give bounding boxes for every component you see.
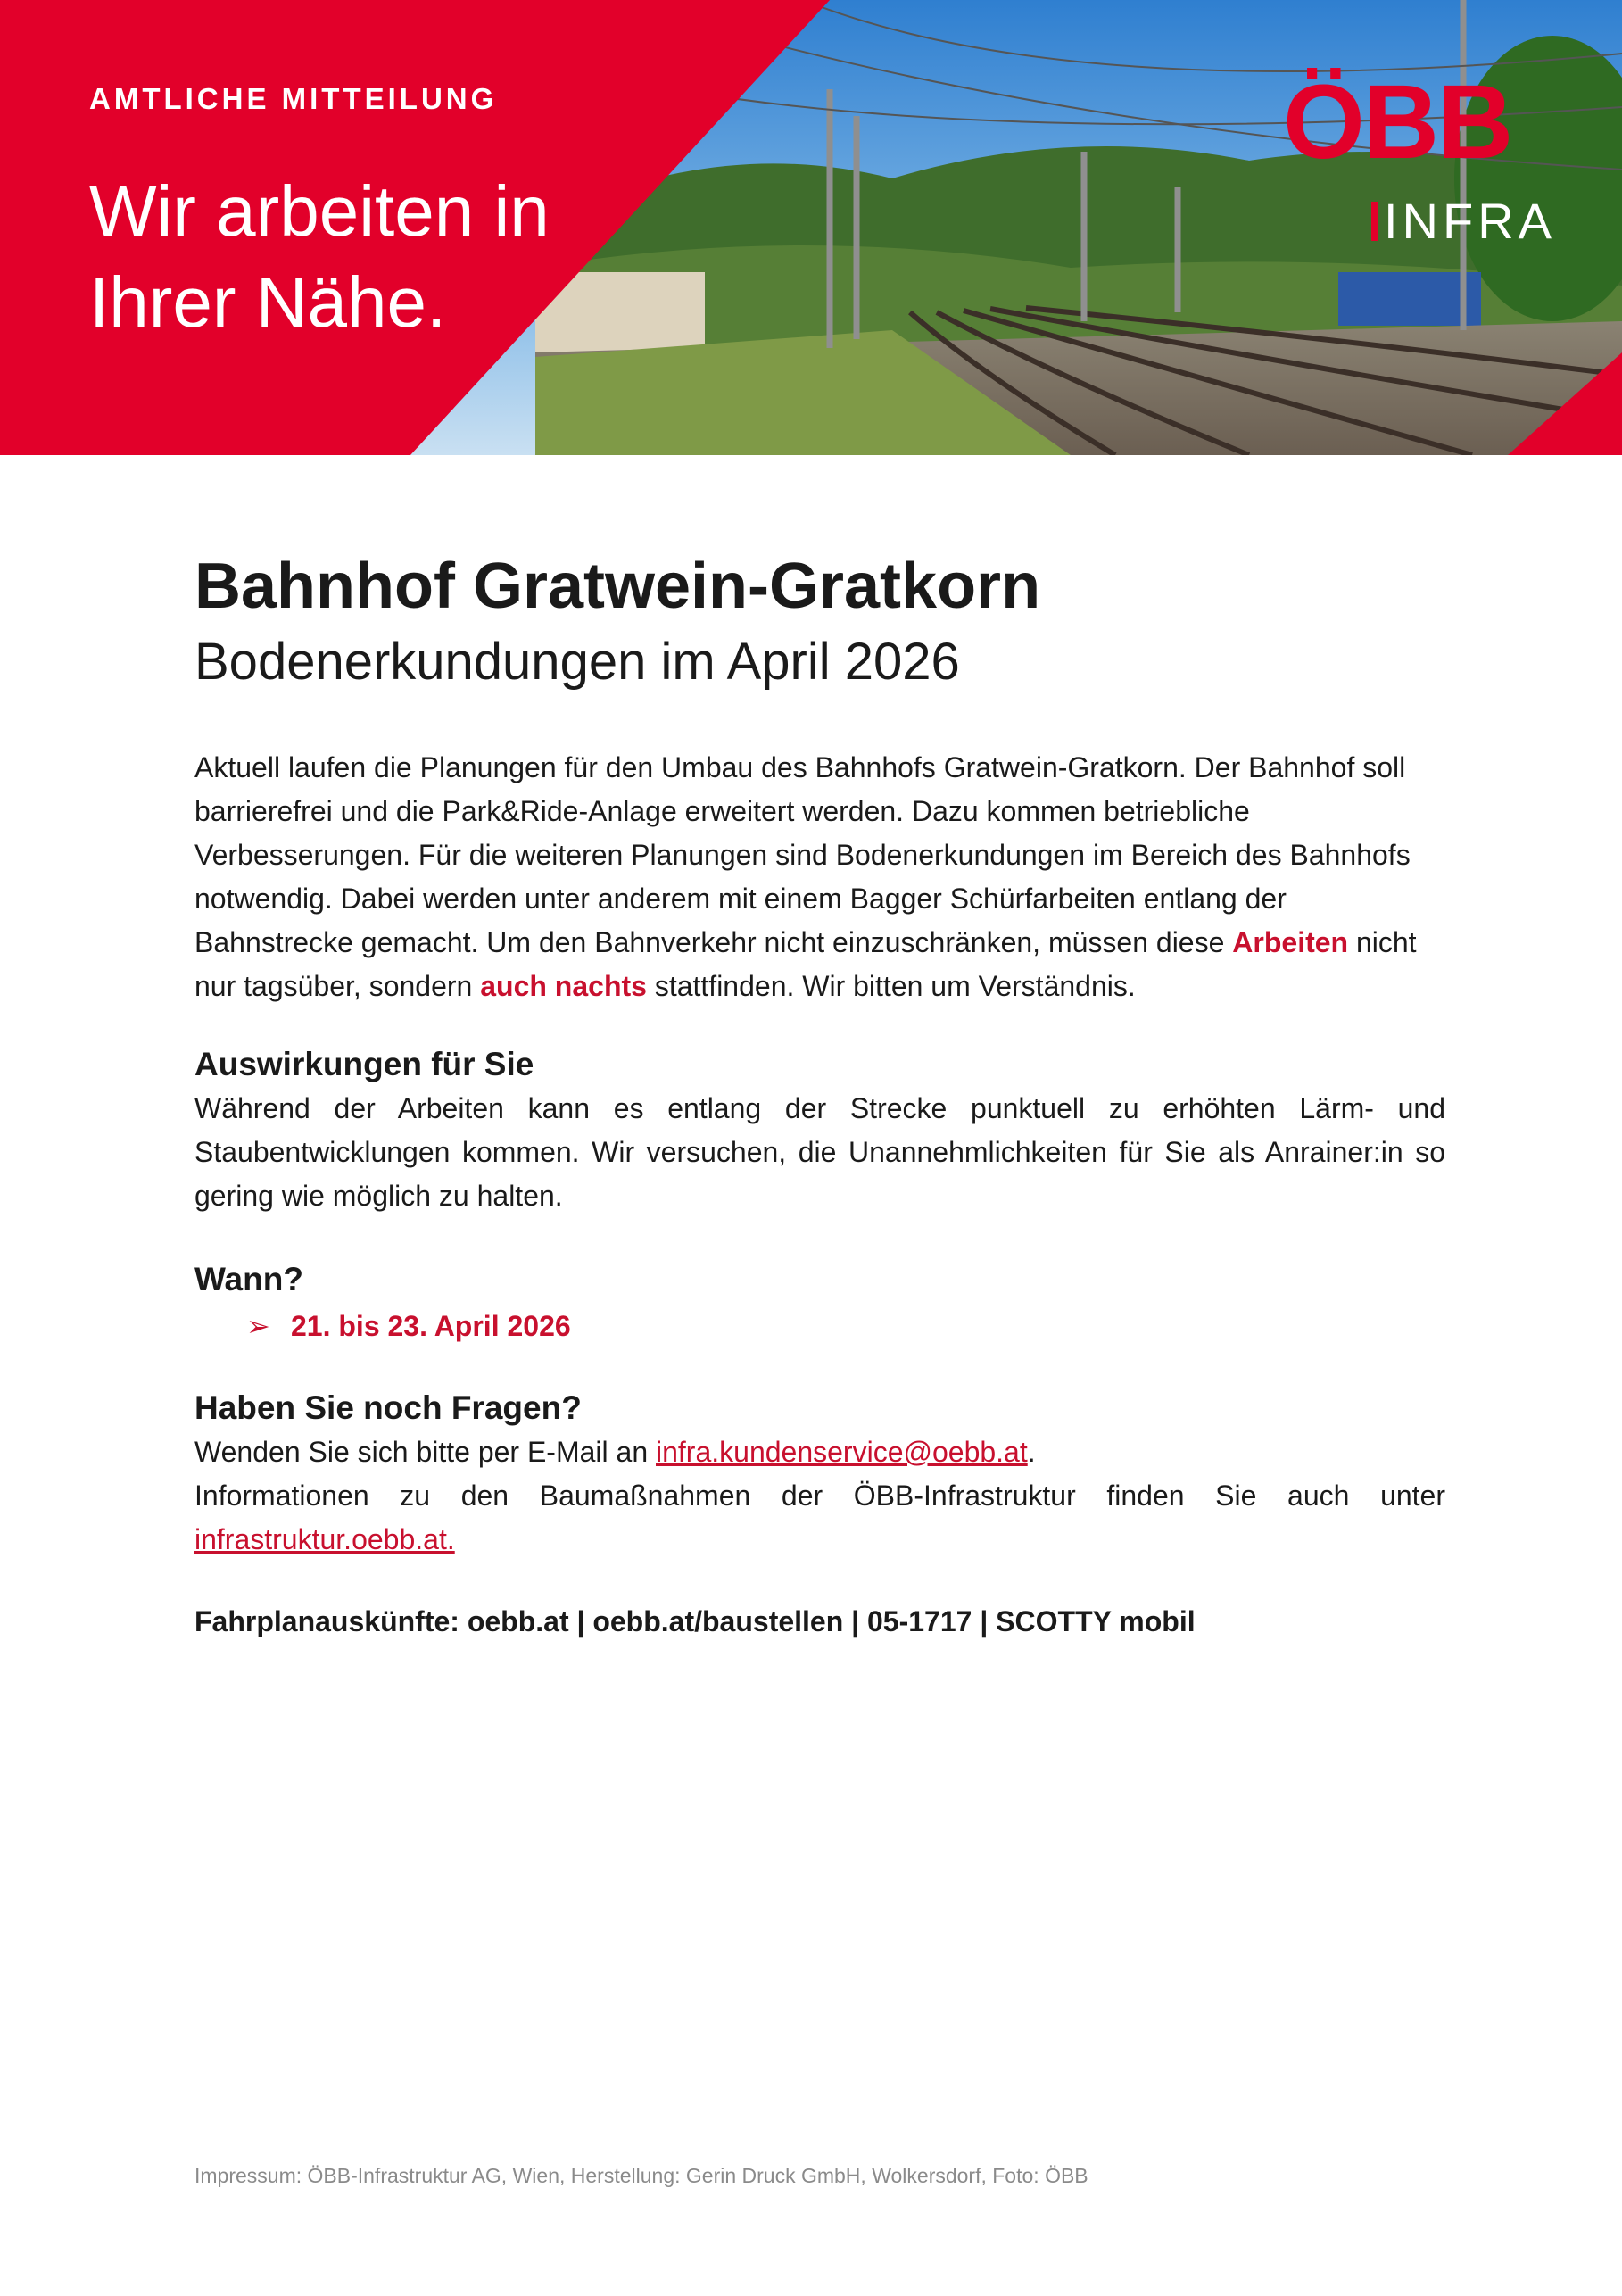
date-list-item [246, 1305, 1445, 1347]
date-range: 21. bis 23. April 2026 [291, 1310, 571, 1342]
website-link[interactable]: infrastruktur.oebb.at. [194, 1523, 455, 1555]
page-title: Bahnhof Gratwein-Gratkorn [194, 551, 1041, 622]
header-banner [0, 0, 1622, 455]
questions-heading: Haben Sie noch Fragen? [194, 1389, 582, 1426]
email-link[interactable]: infra.kundenservice@oebb.at [656, 1436, 1028, 1468]
intro-text-middle: nicht nur tagsüber, sondern [194, 926, 1417, 1002]
intro-text-after: stattfinden. Wir bitten um Verständnis. [646, 970, 1136, 1002]
when-heading: Wann? [194, 1261, 303, 1297]
logo-divider [1371, 202, 1378, 241]
contact-text: Wenden Sie sich bitte per E-Mail an [194, 1436, 656, 1468]
impact-paragraph: Während der Arbeiten kann es entlang der Strecke punktuell zu erhöhten Lärm- und Staubentwicklungen kommen. Wir versuchen, die Unannehmlichkeiten für Sie als Anrainer:in so gering wie möglich zu halten. [194, 1092, 1445, 1212]
intro-highlight-work: Arbeiten [1232, 926, 1349, 958]
impact-heading: Auswirkungen für Sie [194, 1046, 534, 1082]
obb-logo-infra: INFRA [1384, 193, 1556, 249]
arrow-bullet-icon: ➢ [246, 1310, 270, 1342]
page-subtitle: Bodenerkundungen im April 2026 [194, 633, 960, 691]
notice-kicker: AMTLICHE MITTEILUNG [89, 82, 498, 115]
intro-text-before: Aktuell laufen die Planungen für den Umbau des Bahnhofs Gratwein-Gratkorn. Der Bahnhof soll barrierefrei und die Park&Ride-Anlage erweitert werden. Dazu kommen betriebliche Verbesserungen. Für die weiteren Planungen sind Bodenerkundungen im Bereich des Bahnhofs notwendig. Dabei werden unter anderem mit einem Bagger Schürfarbeiten entlang der Bahnstrecke gemacht. Um den Bahnverkehr nicht einzuschränken, müssen diese [194, 751, 1411, 958]
headline: Wir arbeiten in Ihrer Nähe. [89, 171, 550, 342]
contact-text-end: . [1027, 1436, 1036, 1468]
intro-highlight-night: auch nachts [480, 970, 647, 1002]
website-line [194, 1518, 1445, 1562]
main-content [194, 546, 1445, 1642]
timetable-info: Fahrplanauskünfte: oebb.at | oebb.at/baustellen | 05-1717 | SCOTTY mobil [194, 1605, 1196, 1637]
obb-logo: ÖBB [1283, 63, 1512, 181]
info-line: Informationen zu den Baumaßnahmen der ÖBB-Infrastruktur finden Sie auch unter [194, 1480, 1445, 1512]
contact-line [194, 1430, 1445, 1474]
impressum: Impressum: ÖBB-Infrastruktur AG, Wien, Herstellung: Gerin Druck GmbH, Wolkersdorf, Foto: ÖBB [194, 2164, 1088, 2187]
intro-paragraph [194, 746, 1445, 1008]
